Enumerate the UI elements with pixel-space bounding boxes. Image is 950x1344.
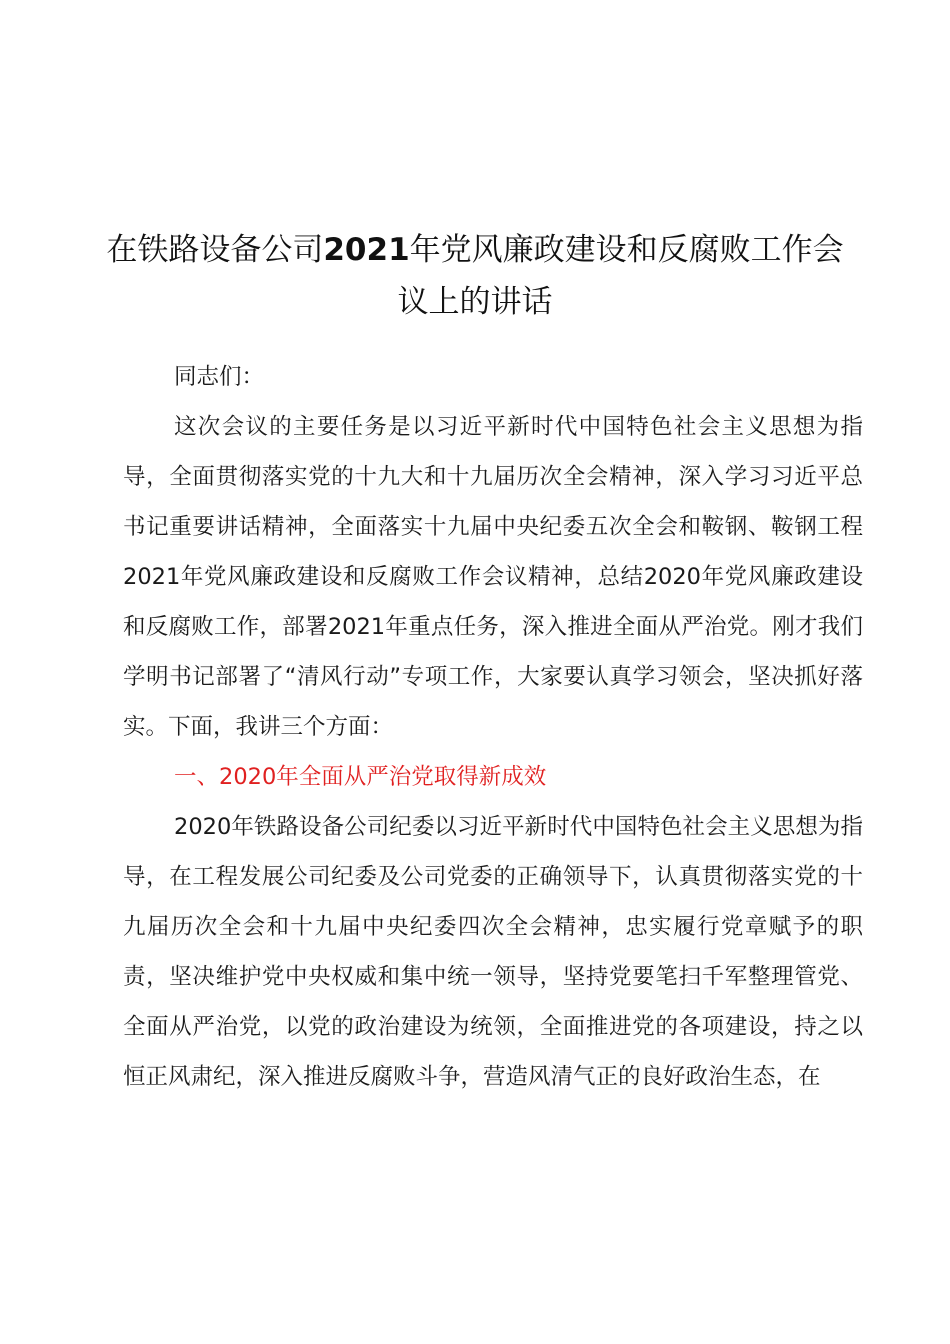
document-title <box>100 224 850 328</box>
title-year: 2021 <box>323 232 410 268</box>
paragraph-section-1: 2020年铁路设备公司纪委以习近平新时代中国特色社会主义思想为指导，在工程发展公司纪委及公司党委的正确领导下，认真贯彻落实党的十九届历次全会和十九届中央纪委四次全会精神，忠实履行党章赋予的职责，坚决维护党中央权威和集中统一领导，坚持党要笔扫千军整理管党、全面从严治党，以党的政治建设为统领，全面推进党的各项建设，持之以恒正风肃纪，深入推进反腐败斗争，营造风清气正的良好政治生态，在 <box>123 814 863 1090</box>
salutation: 同志们： <box>174 364 265 390</box>
paragraph-intro: 这次会议的主要任务是以习近平新时代中国特色社会主义思想为指导，全面贯彻落实党的十九大和十九届历次全会精神，深入学习习近平总书记重要讲话精神，全面落实十九届中央纪委五次全会和鞍钢、鞍钢工程2021年党风廉政建设和反腐败工作会议精神，总结2020年党风廉政建设和反腐败工作，部署2021年重点任务，深入推进全面从严治党。刚才我们学明书记部署了“清风行动”专项工作，大家要认真学习领会，坚决抓好落实。下面，我讲三个方面： <box>123 414 863 740</box>
title-suffix: 年党风廉政建设和反腐败工作会议上的讲话 <box>397 232 844 320</box>
title-prefix: 在铁路设备公司 <box>106 232 324 268</box>
document-body <box>123 352 863 1102</box>
section-heading-1: 一、2020年全面从严治党取得新成效 <box>174 764 547 790</box>
